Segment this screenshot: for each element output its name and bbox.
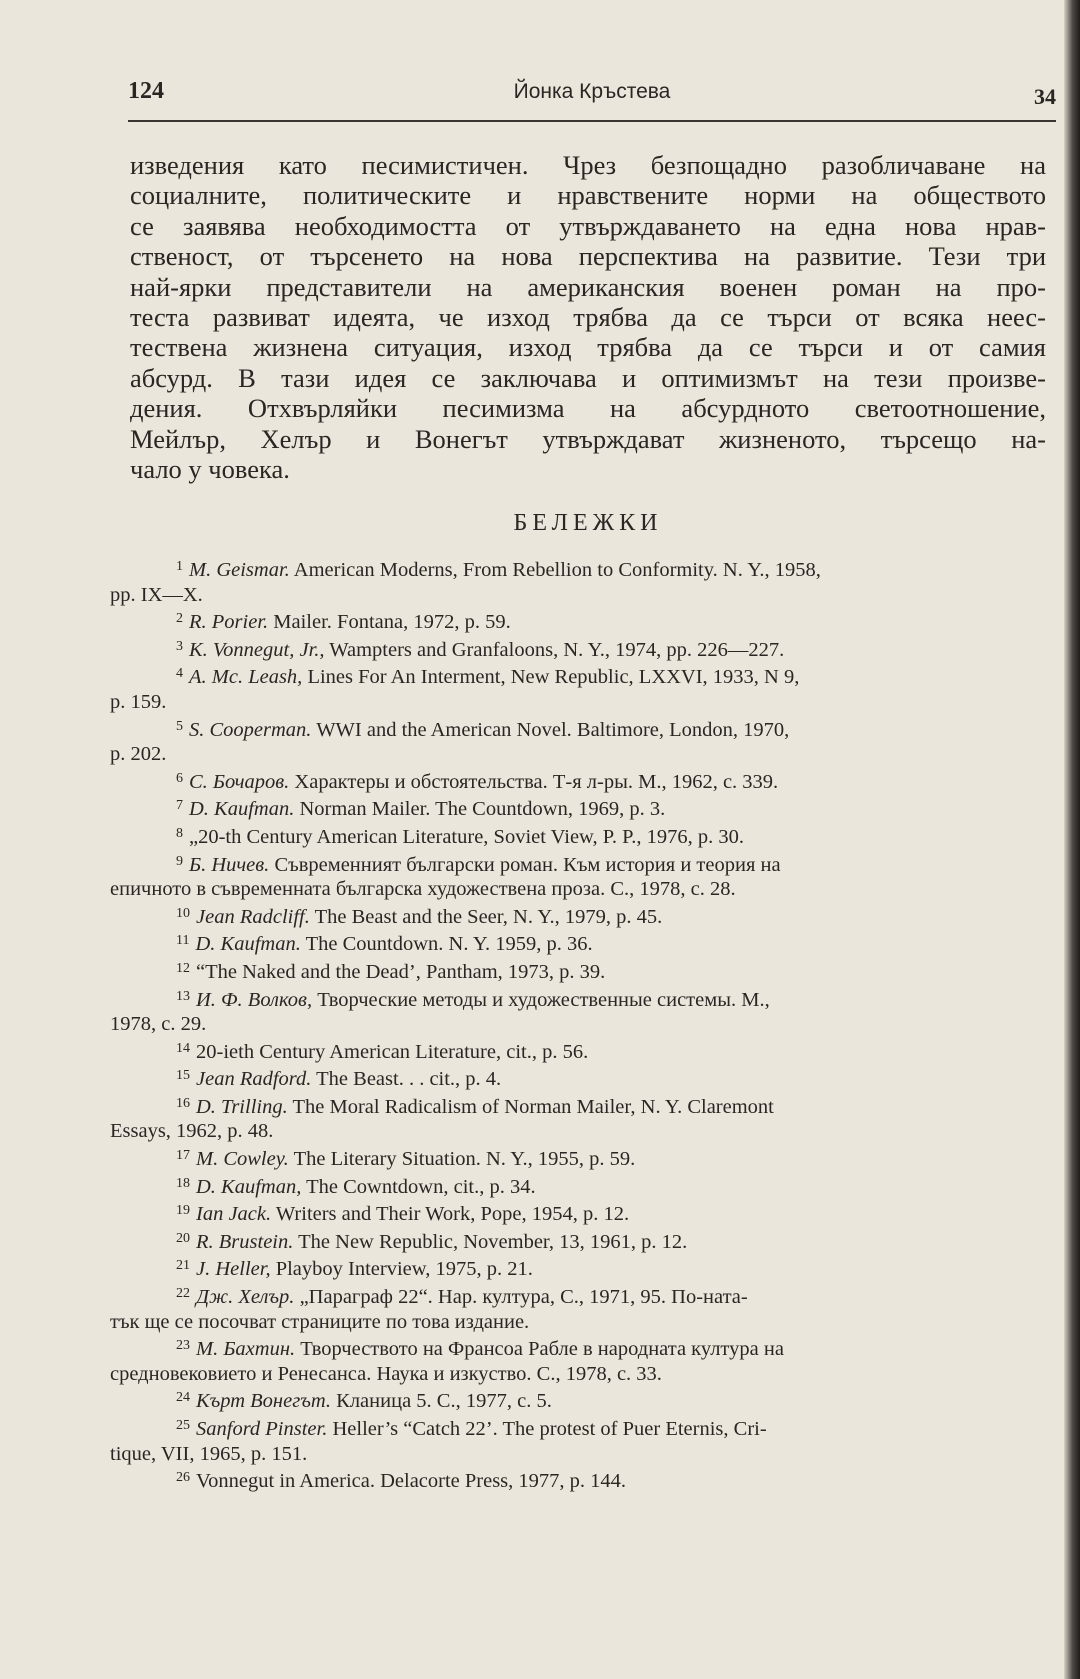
note-item: [110, 1282, 1046, 1334]
body-paragraph: [130, 150, 1046, 484]
note-number: 1: [176, 559, 183, 574]
note-item: [110, 715, 1046, 767]
note-item: [110, 985, 1046, 1037]
page-edge: [1064, 0, 1080, 1679]
body-line: Мейлър, Хелър и Вонегът утвърждават жизненото, търсещо на-: [130, 423, 1046, 454]
note-item: [110, 929, 1046, 957]
note-text: The Cowntdown, cit., p. 34.: [306, 1175, 536, 1198]
note-author: D. Kaufman.: [195, 933, 301, 956]
note-item: [110, 607, 1046, 635]
note-number: 5: [176, 718, 183, 734]
note-number: 2: [176, 611, 183, 627]
note-text: Творчеството на Франсоа Рабле в народната култура на: [300, 1338, 784, 1361]
note-number: 7: [176, 798, 183, 814]
note-author: И. Ф. Волков,: [196, 988, 313, 1011]
note-continuation: p. 159.: [110, 690, 167, 713]
body-line: изведения като песимистичен. Чрез безпощадно разобличаване на: [130, 150, 1046, 180]
note-author: Jean Radford.: [196, 1068, 312, 1091]
note-text: The New Republic, November, 13, 1961, p. 12.: [298, 1230, 688, 1253]
note-number: 10: [176, 905, 190, 921]
note-author: D. Trilling.: [196, 1095, 288, 1118]
note-number: 3: [176, 638, 183, 654]
note-author: M. Cowley.: [196, 1148, 289, 1171]
note-author: S. Cooperman.: [189, 718, 312, 741]
note-text: Характеры и обстоятельства. Т-я л-ры. М., 1962, с. 339.: [294, 770, 779, 793]
note-text: Кланица 5. С., 1977, с. 5.: [336, 1390, 552, 1413]
note-number: 22: [176, 1286, 190, 1302]
note-item: [110, 822, 1046, 850]
note-item: [110, 662, 1046, 714]
note-number: 14: [176, 1040, 190, 1056]
body-line: се заявява необходимостта от утвърждаването на една нова нрав-: [130, 210, 1046, 241]
note-number: 18: [176, 1175, 190, 1191]
note-number: 12: [176, 960, 190, 976]
note-item: [110, 1334, 1046, 1386]
body-line: теста развиват идеята, че изход трябва да се търси от всяка неес-: [130, 302, 1046, 333]
note-text: 20-ieth Century American Literature, cit., p. 56.: [196, 1040, 589, 1063]
note-author: Jean Radcliff.: [196, 905, 310, 928]
note-item: [110, 1254, 1046, 1282]
note-text: „Параграф 22“. Нар. култура, С., 1971, 95. По-ната-: [299, 1286, 748, 1309]
body-line: чало у човека.: [130, 454, 290, 485]
note-text: The Literary Situation. N. Y., 1955, p. 59.: [293, 1148, 636, 1171]
note-author: M. Geismar.: [189, 559, 290, 581]
note-text: Vonnegut in America. Delacorte Press, 1977, p. 144.: [196, 1470, 627, 1493]
note-number: 19: [176, 1203, 190, 1219]
note-continuation: tique, VII, 1965, p. 151.: [110, 1442, 308, 1465]
note-continuation: p. 202.: [110, 743, 167, 766]
note-author: Б. Ничев.: [189, 853, 270, 876]
notes-list: [110, 555, 1046, 1494]
body-line: абсурд. В тази идея се заключава и оптимизмът на тези произве-: [130, 362, 1046, 393]
note-author: K. Vonnegut, Jr.,: [189, 638, 325, 661]
page-number: 124: [128, 78, 164, 104]
note-continuation: средновековието и Ренесанса. Наука и изкуство. С., 1978, с. 33.: [110, 1362, 662, 1385]
note-item: [110, 767, 1046, 795]
signature-mark: 34: [1034, 84, 1056, 109]
note-text: Творческие методы и художественные системы. М.,: [317, 988, 770, 1011]
note-text: American Moderns, From Rebellion to Conformity. N. Y., 1958,: [293, 559, 821, 581]
note-number: 9: [176, 853, 183, 869]
note-number: 8: [176, 825, 183, 841]
note-author: С. Бочаров.: [189, 770, 290, 793]
note-number: 17: [176, 1148, 190, 1164]
note-text: Heller’s “Catch 22’. The protest of Puer Eternis, Cri-: [332, 1418, 767, 1440]
note-number: 16: [176, 1095, 190, 1111]
note-author: Ian Jack.: [196, 1203, 272, 1226]
note-number: 6: [176, 770, 183, 786]
running-header: [128, 78, 1056, 114]
note-text: Съвременният български роман. Към история и теория на: [274, 853, 781, 876]
note-author: D. Kaufman,: [196, 1175, 302, 1198]
note-text: Wampters and Granfaloons, N. Y., 1974, pp. 226—227.: [329, 638, 785, 661]
note-continuation: епичното в съвременната българска художествена проза. С., 1978, с. 28.: [110, 878, 736, 901]
note-text: The Countdown. N. Y. 1959, p. 36.: [305, 933, 593, 956]
note-author: Sanford Pinster.: [196, 1418, 328, 1440]
note-item: [110, 1037, 1046, 1065]
note-text: “The Naked and the Dead’, Pantham, 1973, p. 39.: [196, 960, 606, 983]
note-text: The Beast. . . cit., p. 4.: [316, 1068, 502, 1091]
note-author: R. Brustein.: [196, 1230, 294, 1253]
note-item: [110, 1227, 1046, 1255]
note-author: A. Mc. Leash,: [189, 666, 303, 689]
note-number: 25: [176, 1418, 190, 1433]
note-item: [110, 555, 1046, 607]
note-item: [110, 1386, 1046, 1414]
note-item: [110, 1414, 1046, 1466]
note-item: [110, 850, 1046, 902]
note-author: М. Бахтин.: [196, 1338, 296, 1361]
note-item: [110, 902, 1046, 930]
note-continuation: 1978, с. 29.: [110, 1013, 207, 1036]
note-number: 11: [176, 933, 190, 949]
body-line: дения. Отхвърляйки песимизма на абсурдното светоотношение,: [130, 393, 1046, 424]
note-item: [110, 1199, 1046, 1227]
note-text: The Moral Radicalism of Norman Mailer, N. Y. Claremont: [292, 1095, 774, 1118]
note-text: „20-th Century American Literature, Soviet View, P. P., 1976, p. 30.: [189, 825, 745, 848]
note-text: Lines For An Interment, New Republic, LXXVI, 1933, N 9,: [307, 666, 800, 689]
note-author: D. Kaufman.: [189, 798, 295, 821]
note-number: 20: [176, 1230, 190, 1246]
note-number: 21: [176, 1258, 190, 1274]
note-text: Playboy Interview, 1975, p. 21.: [275, 1258, 533, 1281]
note-item: [110, 1064, 1046, 1092]
note-item: [110, 1466, 1046, 1494]
note-item: [110, 1172, 1046, 1200]
note-number: 24: [176, 1390, 190, 1406]
note-number: 4: [176, 666, 183, 682]
note-text: Mailer. Fontana, 1972, p. 59.: [273, 611, 511, 634]
note-number: 23: [176, 1338, 190, 1354]
note-continuation: Essays, 1962, p. 48.: [110, 1120, 274, 1143]
body-line: най-ярки представители на американския военен роман на про-: [130, 271, 1046, 302]
note-author: Дж. Хелър.: [196, 1286, 295, 1309]
note-item: [110, 1092, 1046, 1144]
note-text: WWI and the American Novel. Baltimore, London, 1970,: [316, 718, 790, 741]
note-item: [110, 957, 1046, 985]
note-item: [110, 794, 1046, 822]
note-number: 26: [176, 1470, 190, 1486]
running-title: Йонка Кръстева: [513, 80, 671, 103]
body-line: тествена жизнена ситуация, изход трябва да се търси и от самия: [130, 332, 1046, 363]
note-continuation: тък ще се посочват страниците по това издание.: [110, 1310, 530, 1333]
notes-heading: БЕЛЕЖКИ: [513, 510, 663, 536]
note-author: J. Heller,: [196, 1258, 271, 1281]
note-text: Writers and Their Work, Pope, 1954, p. 12.: [275, 1203, 630, 1226]
note-number: 13: [176, 988, 190, 1004]
note-item: [110, 635, 1046, 663]
note-number: 15: [176, 1068, 190, 1084]
note-continuation: pp. IX—X.: [110, 583, 203, 606]
body-line: ственост, от търсенето на нова перспектива на развитие. Тези три: [130, 241, 1046, 272]
body-line: социалните, политическите и нравствените норми на обществото: [130, 180, 1046, 211]
note-author: Кърт Вонегът.: [196, 1390, 332, 1413]
header-rule: [128, 120, 1056, 122]
note-text: The Beast and the Seer, N. Y., 1979, p. 45.: [314, 905, 663, 928]
note-item: [110, 1144, 1046, 1172]
note-text: Norman Mailer. The Countdown, 1969, p. 3.: [299, 798, 666, 821]
note-author: R. Porier.: [189, 611, 269, 634]
